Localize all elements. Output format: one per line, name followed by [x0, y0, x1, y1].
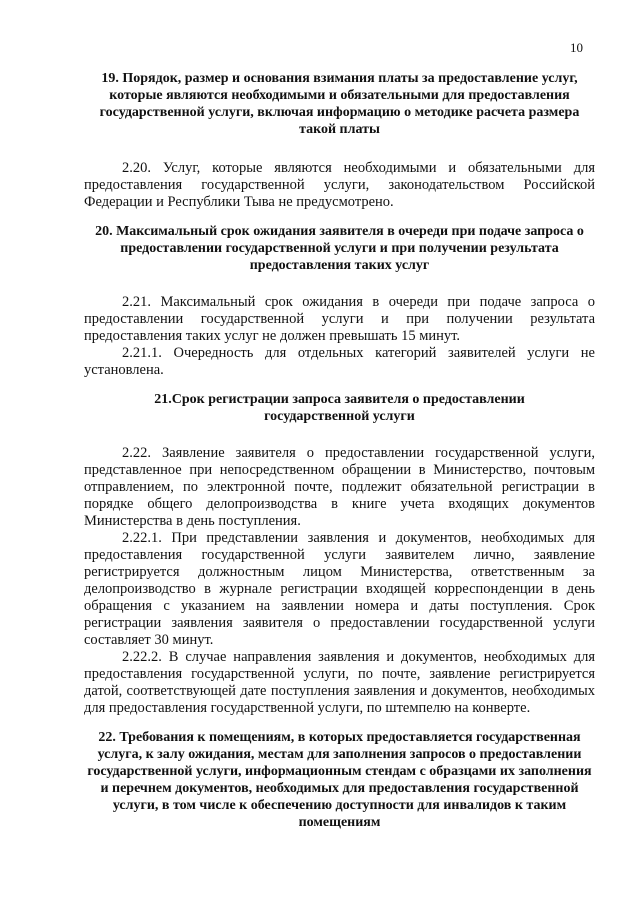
section-heading-20: 20. Максимальный срок ожидания заявителя в очереди при подаче запроса о предоставлении государственной услуги и при получении результата предоставления таких услуг [95, 224, 584, 273]
section-heading-19: 19. Порядок, размер и основания взимания платы за предоставление услуг, которые являются необходимыми и обязательными для предоставления государственной услуги, включая информацию о методике расчета размера такой платы [99, 71, 580, 137]
document-body [84, 70, 595, 831]
page-number: 10 [570, 40, 583, 55]
paragraph-2-22-2: 2.22.2. В случае направления заявления и документов, необходимых для предоставления государственной услуги, по почте, заявление регистрируется датой, соответствующей дате поступления заявления и документов, необходимых для предоставления государственной услуги, по штемпелю на конверте. [84, 649, 595, 716]
section-heading-21: 21.Срок регистрации запроса заявителя о предоставлении государственной услуги [154, 392, 525, 424]
paragraph-2-20: 2.20. Услуг, которые являются необходимыми и обязательными для предоставления государственной услуги, законодательством Российской Федерации и Республики Тыва не предусмотрено. [84, 160, 595, 210]
paragraph-2-21: 2.21. Максимальный срок ожидания в очереди при подаче запроса о предоставлении государственной услуги и при получении результата предоставления таких услуг не должен превышать 15 минут. [84, 294, 595, 344]
paragraph-2-22-1: 2.22.1. При представлении заявления и документов, необходимых для предоставления государственной услуги заявителем лично, заявление регистрируется должностным лицом Министерства, ответственным за делопроизводство в журнале регистрации входящей корреспонденции в день обращения с указанием на заявлении номера и даты поступления. Срок регистрации заявления заявителя о предоставлении государственной услуги составляет 30 минут. [84, 530, 595, 648]
section-heading-22: 22. Требования к помещениям, в которых предоставляется государственная услуга, к залу ожидания, местам для заполнения запросов о предоставлении государственной услуги, информационным стендам с образцами их заполнения и перечнем документов, необходимых для предоставления государственной услуги, в том числе к обеспечению доступности для инвалидов к таким помещениям [87, 730, 592, 830]
paragraph-2-21-1: 2.21.1. Очередность для отдельных категорий заявителей услуги не установлена. [84, 345, 595, 378]
paragraph-2-22: 2.22. Заявление заявителя о предоставлении государственной услуги, представленное при непосредственном обращении в Министерство, почтовым отправлением, по электронной почте, подлежит обязательной регистрации в порядке общего делопроизводства в книге учета входящих документов Министерства в день поступления. [84, 445, 595, 529]
